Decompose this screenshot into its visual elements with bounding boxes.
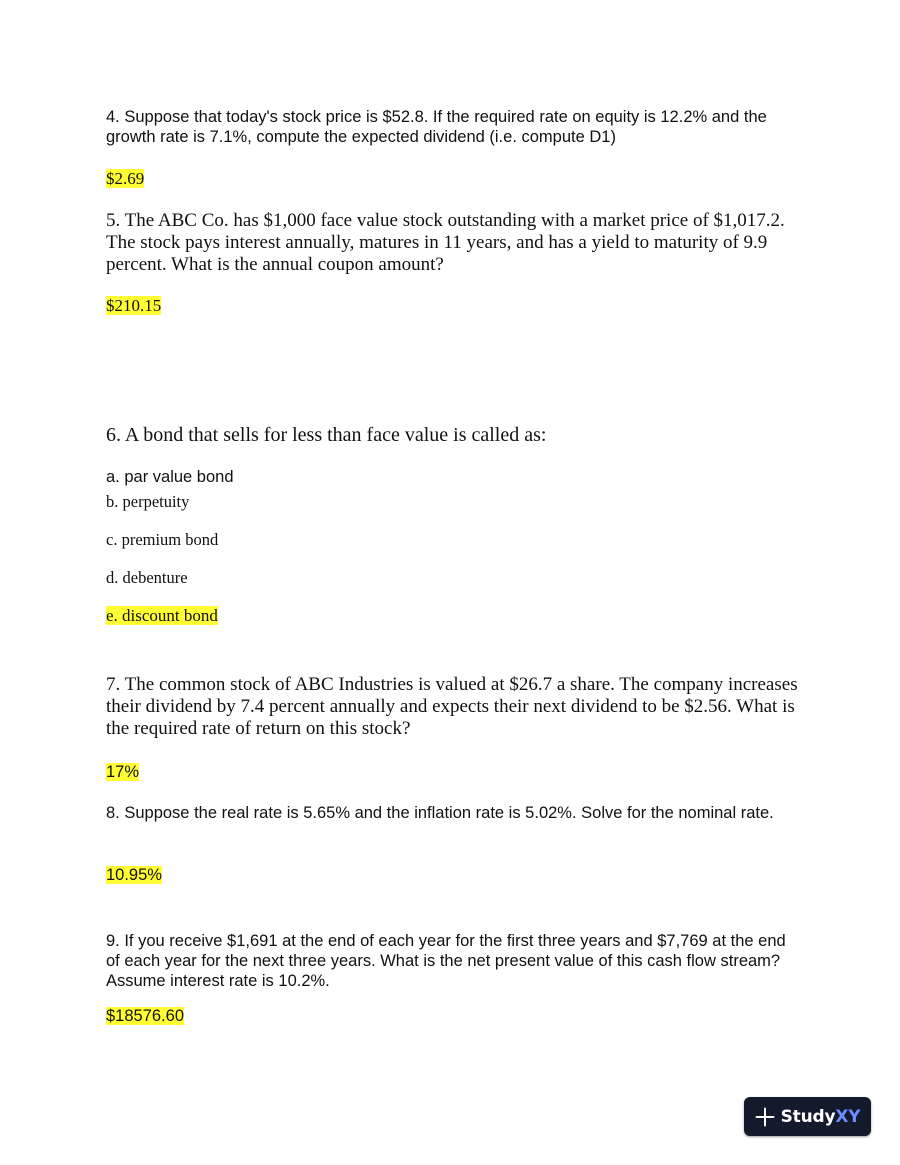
question-8-text: 8. Suppose the real rate is 5.65% and the inflation rate is 5.02%. Solve for the nominal rate. <box>106 804 774 822</box>
question-7-answer: 17% <box>106 763 140 781</box>
logo-part-xy: XY <box>835 1106 861 1127</box>
question-6-option-d: d. debenture <box>106 568 188 587</box>
logo-part-study: Study <box>780 1106 836 1127</box>
question-7-text: 7. The common stock of ABC Industries is valued at $26.7 a share. The company increases their dividend by 7.4 percent annually and expects their next dividend to be $2.56. What is the required rate of return on this stock? <box>106 674 798 739</box>
studyxy-badge[interactable] <box>744 1097 871 1136</box>
question-9-answer: $18576.60 <box>106 1007 184 1025</box>
question-7-answer-row <box>106 762 806 782</box>
question-9-answer-row <box>106 1006 806 1026</box>
question-6-option-b: b. perpetuity <box>106 492 190 511</box>
question-6-answer: e. discount bond <box>106 606 218 625</box>
question-5-text: 5. The ABC Co. has $1,000 face value stock outstanding with a market price of $1,017.2. The stock pays interest annually, matures in 11 years, and has a yield to maturity of 9.9 percent. What is the annual coupon amount? <box>106 210 785 275</box>
question-5-answer-row <box>106 296 806 316</box>
studyxy-logo-text <box>781 1107 861 1127</box>
question-6-text: 6. A bond that sells for less than face value is called as: <box>106 424 547 446</box>
question-6-answer-row <box>106 606 806 626</box>
question-6-option-c: c. premium bond <box>106 530 219 549</box>
question-4-answer: $2.69 <box>106 169 145 188</box>
question-8-answer: 10.95% <box>106 866 162 884</box>
question-9-text: 9. If you receive $1,691 at the end of each year for the first three years and $7,769 at the end of each year for the next three years. What is the net present value of this cash flow stream? Assume interest rate is 10.2%. <box>106 932 786 990</box>
question-6-option-a: a. par value bond <box>106 468 234 486</box>
question-4-text: 4. Suppose that today's stock price is $52.8. If the required rate on equity is 12.2% and the growth rate is 7.1%, compute the expected dividend (i.e. compute D1) <box>106 108 767 146</box>
plus-icon <box>755 1107 775 1127</box>
question-8-answer-row <box>106 865 806 885</box>
question-5-answer: $210.15 <box>106 296 162 315</box>
question-4-answer-row <box>106 169 806 189</box>
